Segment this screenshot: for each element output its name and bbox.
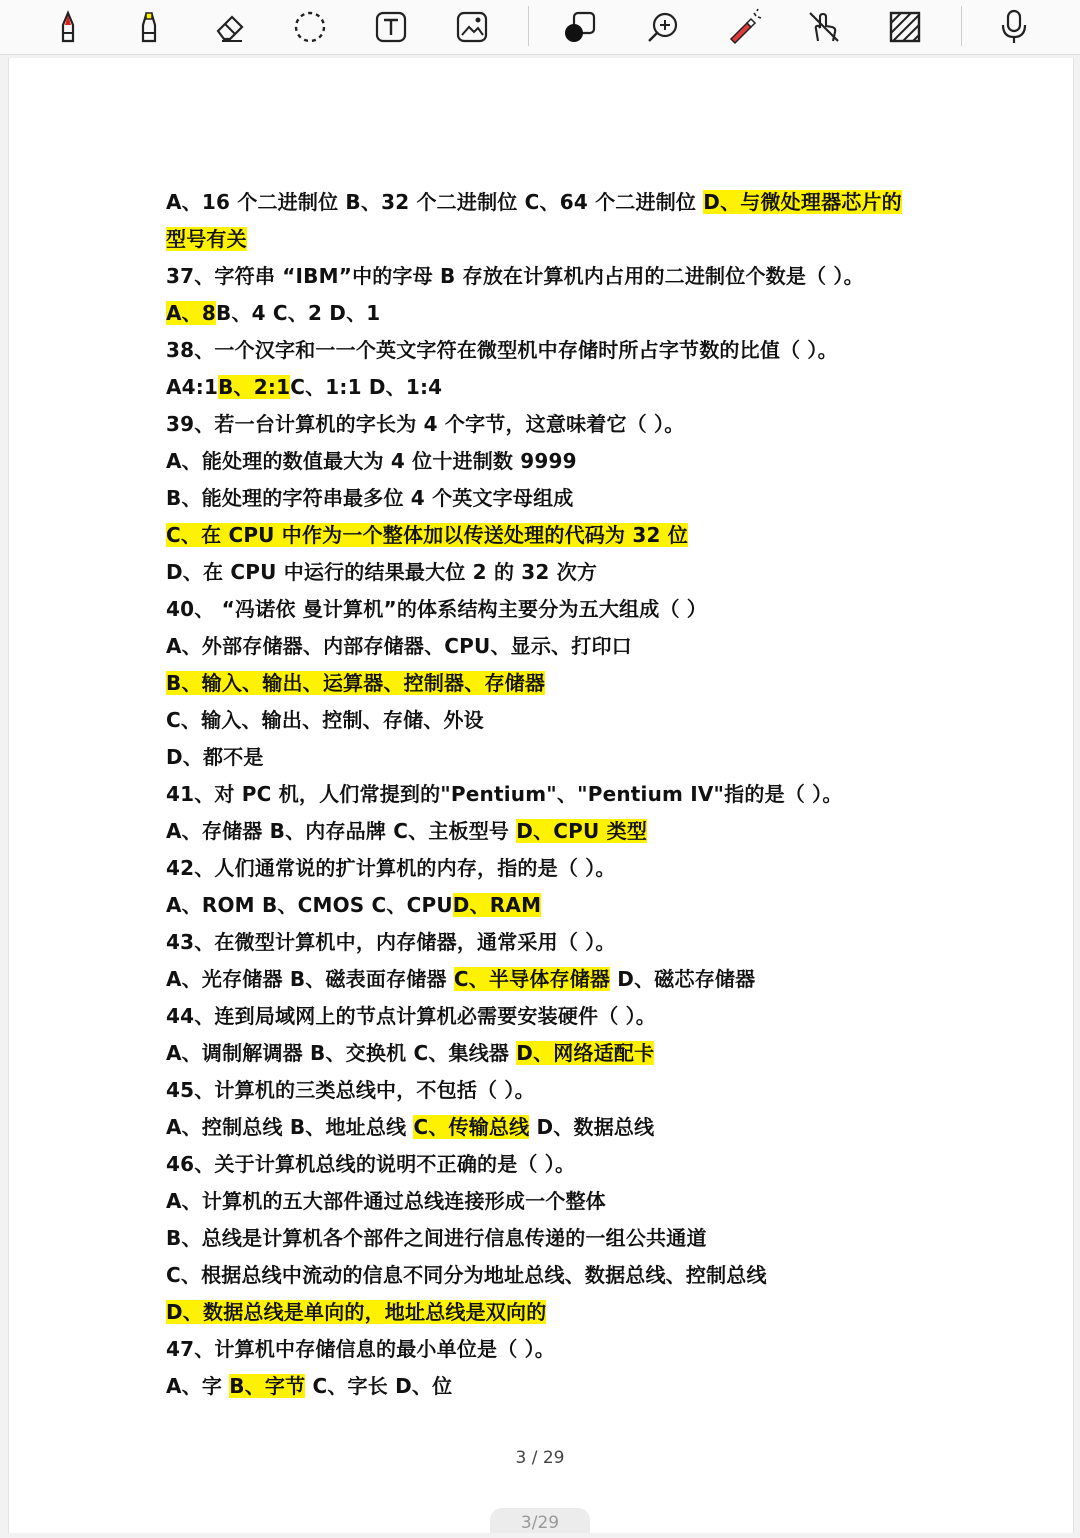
text-line — [166, 443, 926, 480]
pattern-fill-icon[interactable] — [882, 4, 928, 50]
highlighted-answer: D、与微处理器芯片的 — [703, 190, 902, 214]
highlighted-answer: D、CPU 类型 — [516, 819, 648, 843]
text-line — [166, 998, 926, 1035]
text-segment: A、字 — [166, 1374, 230, 1398]
text-segment: 41、对 PC 机，人们常提到的"Pentium"、"Pentium IV"指的是（ ）。 — [166, 782, 843, 806]
marker-pen-icon[interactable] — [45, 4, 91, 50]
highlighted-answer: D、网络适配卡 — [516, 1041, 655, 1065]
text-segment: D、在 CPU 中运行的结果最大位 2 的 32 次方 — [166, 560, 598, 584]
text-line — [166, 295, 926, 332]
text-line — [166, 887, 926, 924]
text-line — [166, 258, 926, 295]
toolbar-divider — [961, 6, 962, 46]
text-line — [166, 554, 926, 591]
text-segment: A4:1 — [166, 375, 219, 399]
text-segment: B、4 C、2 D、1 — [216, 301, 381, 325]
text-segment: D、数据总线 — [529, 1115, 655, 1139]
annotation-toolbar — [0, 0, 1080, 55]
text-line — [166, 332, 926, 369]
text-segment: A、光存储器 B、磁表面存储器 — [166, 967, 454, 991]
highlighted-answer: 型号有关 — [166, 227, 247, 251]
text-segment: A、调制解调器 B、交换机 C、集线器 — [166, 1041, 517, 1065]
text-segment: B、总线是计算机各个部件之间进行信息传递的一组公共通道 — [166, 1226, 707, 1250]
text-line — [166, 480, 926, 517]
text-segment: 46、关于计算机总线的说明不正确的是（ ）。 — [166, 1152, 576, 1176]
touch-draw-icon[interactable] — [801, 4, 847, 50]
text-segment: A、计算机的五大部件通过总线连接形成一个整体 — [166, 1189, 606, 1213]
text-segment: A、能处理的数值最大为 4 位十进制数 9999 — [166, 449, 577, 473]
text-segment: A、16 个二进制位 B、32 个二进制位 C、64 个二进制位 — [166, 190, 704, 214]
highlighter-icon[interactable] — [126, 4, 172, 50]
highlighted-answer: D、RAM — [452, 893, 542, 917]
text-line — [166, 1109, 926, 1146]
text-line — [166, 850, 926, 887]
text-segment: 38、一个汉字和一一个英文字符在微型机中存储时所占字节数的比值（ ）。 — [166, 338, 838, 362]
highlighted-answer: B、输入、输出、运算器、控制器、存储器 — [166, 671, 546, 695]
text-line — [166, 1183, 926, 1220]
text-segment: A、存储器 B、内存品牌 C、主板型号 — [166, 819, 517, 843]
text-line — [166, 221, 926, 258]
text-segment: 43、在微型计算机中，内存储器，通常采用（ ）。 — [166, 930, 616, 954]
zoom-icon[interactable] — [640, 4, 686, 50]
text-segment: A、ROM B、CMOS C、CPU — [166, 893, 453, 917]
text-segment: D、磁芯存储器 — [610, 967, 756, 991]
text-segment: 39、若一台计算机的字长为 4 个字节，这意味着它（ ）。 — [166, 412, 685, 436]
highlighted-answer: D、数据总线是单向的，地址总线是双向的 — [166, 1300, 547, 1324]
text-segment: A、控制总线 B、地址总线 — [166, 1115, 414, 1139]
text-line — [166, 1331, 926, 1368]
text-segment: D、都不是 — [166, 745, 264, 769]
shapes-icon[interactable] — [557, 4, 603, 50]
text-line — [166, 1072, 926, 1109]
laser-pointer-icon[interactable] — [720, 4, 766, 50]
text-line — [166, 665, 926, 702]
text-line — [166, 1294, 926, 1331]
text-line — [166, 924, 926, 961]
text-segment: C、1:1 D、1:4 — [290, 375, 443, 399]
highlighted-answer: C、半导体存储器 — [453, 967, 611, 991]
text-line — [166, 369, 926, 406]
text-line — [166, 1220, 926, 1257]
text-segment: A、外部存储器、内部存储器、CPU、显示、打印口 — [166, 634, 632, 658]
text-line — [166, 1035, 926, 1072]
text-segment: C、根据总线中流动的信息不同分为地址总线、数据总线、控制总线 — [166, 1263, 767, 1287]
question-text-block — [166, 184, 926, 1405]
highlighted-answer: B、2:1 — [218, 375, 291, 399]
text-box-icon[interactable] — [368, 4, 414, 50]
image-icon[interactable] — [449, 4, 495, 50]
toolbar-divider — [528, 6, 529, 46]
text-line — [166, 961, 926, 998]
text-segment: 44、连到局域网上的节点计算机必需要安装硬件（ ）。 — [166, 1004, 656, 1028]
text-segment: 40、 “冯诺依 曼计算机”的体系结构主要分为五大组成（ ） — [166, 597, 708, 621]
text-line — [166, 776, 926, 813]
text-segment: C、输入、输出、控制、存储、外设 — [166, 708, 484, 732]
eraser-icon[interactable] — [207, 4, 253, 50]
text-line — [166, 406, 926, 443]
text-segment: 45、计算机的三类总线中，不包括（ ）。 — [166, 1078, 535, 1102]
page-indicator: 3/29 — [490, 1508, 590, 1533]
microphone-icon[interactable] — [991, 4, 1037, 50]
text-line — [166, 813, 926, 850]
text-line — [166, 1368, 926, 1405]
text-line — [166, 184, 926, 221]
text-line — [166, 739, 926, 776]
text-line — [166, 591, 926, 628]
text-line — [166, 1257, 926, 1294]
text-segment: B、能处理的字符串最多位 4 个英文字母组成 — [166, 486, 574, 510]
text-segment: 47、计算机中存储信息的最小单位是（ ）。 — [166, 1337, 555, 1361]
text-line — [166, 702, 926, 739]
text-line — [166, 628, 926, 665]
text-line — [166, 1146, 926, 1183]
highlighted-answer: A、8 — [166, 301, 216, 325]
highlighted-answer: C、传输总线 — [413, 1115, 530, 1139]
text-segment: C、字长 D、位 — [305, 1374, 453, 1398]
page-number: 3 / 29 — [515, 1448, 565, 1468]
highlighted-answer: C、在 CPU 中作为一个整体加以传送处理的代码为 32 位 — [166, 523, 688, 547]
lasso-select-icon[interactable] — [287, 4, 333, 50]
text-segment: 42、人们通常说的扩计算机的内存，指的是（ ）。 — [166, 856, 616, 880]
text-line — [166, 517, 926, 554]
highlighted-answer: B、字节 — [229, 1374, 306, 1398]
text-segment: 37、字符串 “IBM”中的字母 B 存放在计算机内占用的二进制位个数是（ ）。 — [166, 264, 864, 288]
